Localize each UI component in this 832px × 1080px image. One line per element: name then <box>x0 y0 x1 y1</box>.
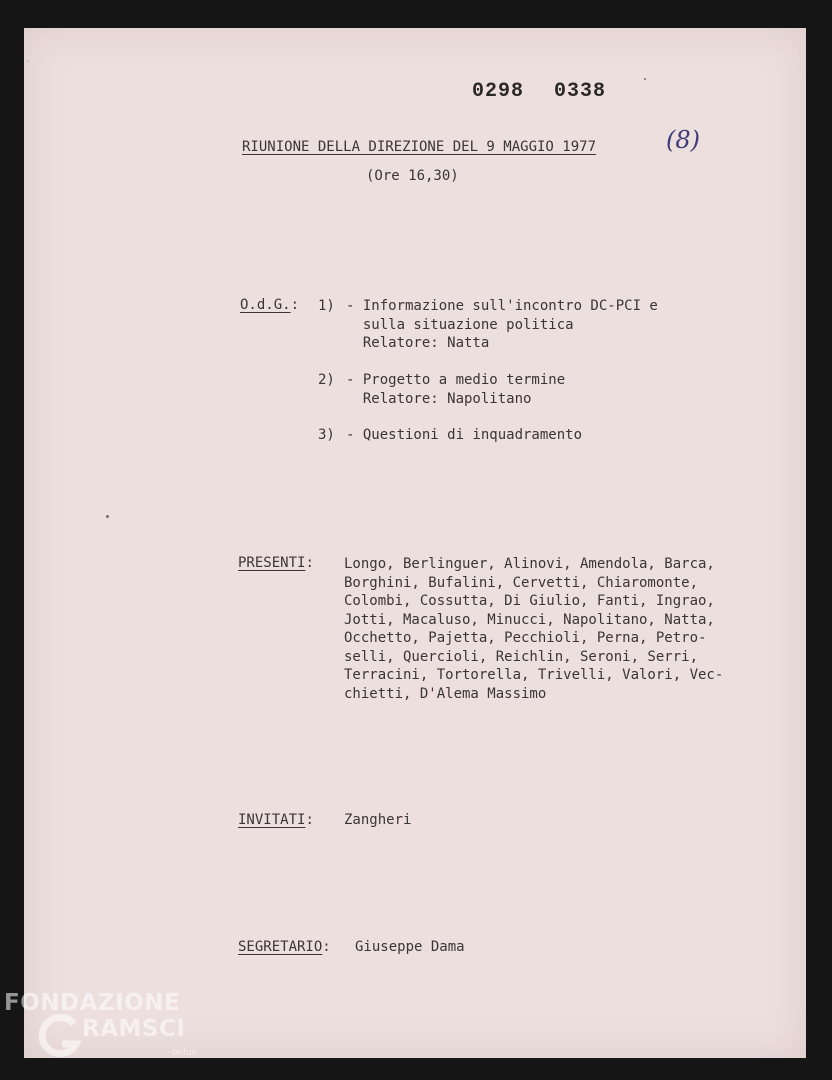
segretario-value: Giuseppe Dama <box>355 939 465 955</box>
meeting-time: (Ore 16,30) <box>366 168 459 184</box>
watermark-line-2: RAMSCI <box>82 1016 186 1042</box>
paper-speck <box>644 78 646 80</box>
segretario-label-group: SEGRETARIO: <box>238 939 331 955</box>
agenda-item-1-line-3: Relatore: Natta <box>346 335 490 351</box>
presenti-line-2: Borghini, Bufalini, Cervetti, Chiaromonte, <box>344 574 699 591</box>
presenti-line-8: chietti, D'Alema Massimo <box>344 685 547 702</box>
archive-number-a: 0298 <box>472 80 525 103</box>
meeting-title: RIUNIONE DELLA DIREZIONE DEL 9 MAGGIO 1977 <box>242 139 597 155</box>
agenda-item-3-line-1: - Questioni di inquadramento <box>346 427 583 443</box>
agenda-label: O.d.G. <box>240 297 291 313</box>
presenti-line-6: selli, Quercioli, Reichlin, Seroni, Serri, <box>344 648 699 665</box>
agenda-item-1-line-2: sulla situazione politica <box>346 316 574 333</box>
edge-mark <box>26 60 30 62</box>
invitati-label: INVITATI <box>238 812 306 828</box>
invitati-label-group: INVITATI: <box>238 812 314 828</box>
document-page <box>24 28 806 1058</box>
agenda-item-1-line-1: - Informazione sull'incontro DC-PCI e <box>346 298 658 314</box>
invitati-value: Zangheri <box>344 812 412 828</box>
presenti-label-group: PRESENTI: <box>238 555 314 571</box>
agenda-item-1-number: 1) <box>318 298 335 314</box>
presenti-line-5: Occhetto, Pajetta, Pecchioli, Perna, Petro- <box>344 630 707 646</box>
presenti-line-4: Jotti, Macaluso, Minucci, Napolitano, Natta, <box>344 611 715 628</box>
handwritten-note: (8) <box>666 126 700 154</box>
agenda-item-3-number: 3) <box>318 427 335 443</box>
gramsci-g-logo-icon <box>34 1012 84 1062</box>
agenda-item-2-line-2: Relatore: Napolitano <box>346 390 532 407</box>
segretario-label: SEGRETARIO <box>238 939 323 955</box>
watermark-line-1: FONDAZIONE <box>4 990 181 1016</box>
paper-speck <box>106 515 109 518</box>
presenti-line-1: Longo, Berlinguer, Alinovi, Amendola, Barca, <box>344 556 715 572</box>
fondazione-gramsci-watermark <box>4 990 214 1070</box>
presenti-label: PRESENTI <box>238 555 306 571</box>
presenti-line-3: Colombi, Cossutta, Di Giulio, Fanti, Ingrao, <box>344 593 715 609</box>
agenda-item-2-line-1: - Progetto a medio termine <box>346 372 566 388</box>
presenti-line-7: Terracini, Tortorella, Trivelli, Valori, Vec- <box>344 667 724 683</box>
watermark-suffix: onlus <box>172 1048 197 1058</box>
archive-number-b: 0338 <box>554 80 607 103</box>
agenda-item-2-number: 2) <box>318 372 335 388</box>
agenda-label-group: O.d.G.: <box>240 297 300 313</box>
